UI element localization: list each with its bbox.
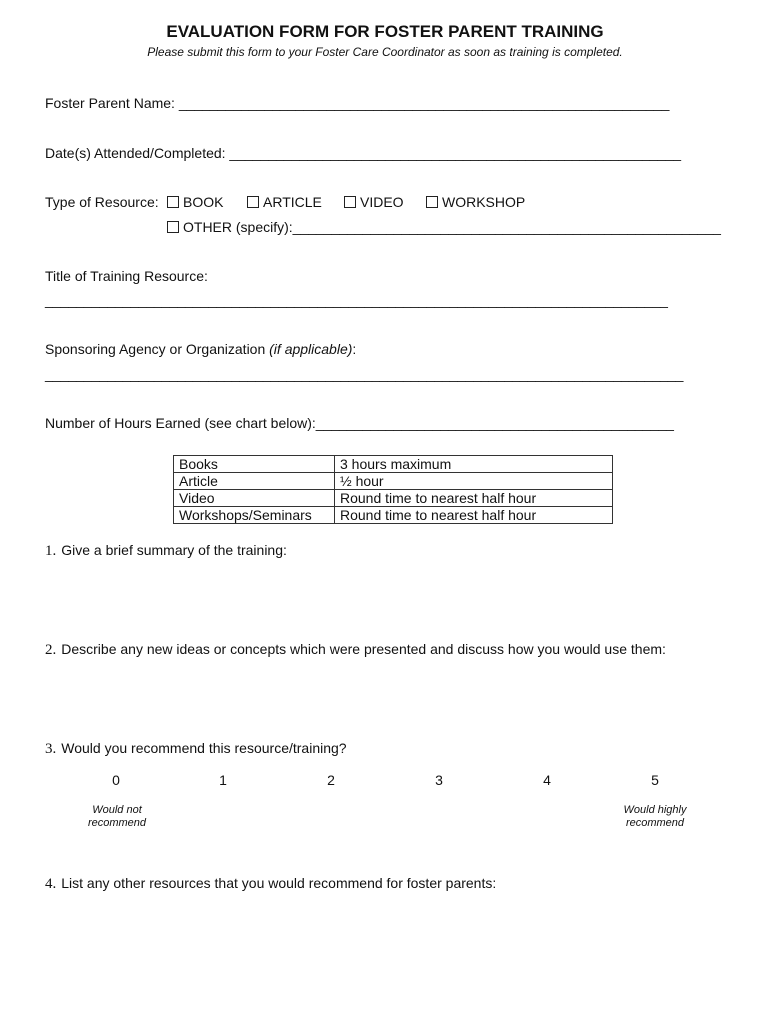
question-number: 2. (45, 642, 57, 658)
foster-parent-name-field[interactable]: Foster Parent Name: _______________________________________________________________ (45, 95, 670, 111)
rating-high-anchor (624, 804, 687, 830)
rating-option-2[interactable]: 2 (327, 772, 335, 788)
question-number: 1. (45, 543, 57, 559)
training-title-line[interactable]: ________________________________________________________________________________ (45, 292, 668, 308)
checkbox-box[interactable] (426, 196, 438, 208)
table-cell: Books (174, 456, 335, 473)
table-row (174, 490, 613, 507)
question-text: Give a brief summary of the training: (61, 542, 287, 558)
rating-low-anchor (88, 804, 146, 830)
checkbox-article[interactable] (247, 194, 322, 210)
sponsor-line[interactable]: __________________________________________________________________________________ (45, 366, 684, 382)
question-2 (45, 641, 666, 659)
hours-chart-table (173, 455, 613, 524)
checkbox-label: BOOK (183, 194, 224, 210)
form-subtitle: Please submit this form to your Foster Care Coordinator as soon as training is completed. (147, 45, 623, 59)
question-number: 3. (45, 741, 57, 757)
checkbox-box[interactable] (344, 196, 356, 208)
checkbox-label: OTHER (specify):_______________________________________________________ (183, 219, 721, 235)
sponsor-label-text: Sponsoring Agency or Organization (45, 341, 266, 357)
rating-low-line2: recommend (87, 817, 147, 829)
question-text: List any other resources that you would recommend for foster parents: (61, 875, 497, 891)
rating-option-3[interactable]: 3 (435, 772, 443, 788)
table-cell: Round time to nearest half hour (335, 490, 613, 507)
question-4 (45, 875, 496, 893)
question-text: Would you recommend this resource/training? (61, 740, 347, 756)
table-cell: Round time to nearest half hour (335, 507, 613, 524)
checkbox-label: ARTICLE (263, 194, 322, 210)
table-row (174, 473, 613, 490)
checkbox-label: VIDEO (360, 194, 404, 210)
question-number: 4. (45, 876, 57, 892)
rating-option-4[interactable]: 4 (543, 772, 551, 788)
table-row (174, 456, 613, 473)
training-title-label: Title of Training Resource: (45, 268, 208, 284)
rating-low-line1: Would not (92, 804, 142, 816)
checkbox-box[interactable] (167, 221, 179, 233)
checkbox-workshop[interactable] (426, 194, 525, 210)
table-cell: 3 hours maximum (335, 456, 613, 473)
question-3 (45, 740, 347, 758)
hours-earned-field[interactable]: Number of Hours Earned (see chart below):______________________________________________ (45, 415, 674, 431)
dates-attended-field[interactable]: Date(s) Attended/Completed: __________________________________________________________ (45, 145, 682, 161)
rating-option-0[interactable]: 0 (112, 772, 120, 788)
rating-option-1[interactable]: 1 (219, 772, 227, 788)
sponsor-label-colon: : (352, 341, 357, 357)
table-cell: ½ hour (335, 473, 613, 490)
type-of-resource-label: Type of Resource: (45, 194, 159, 210)
question-text: Describe any new ideas or concepts which were presented and discuss how you would use them: (61, 641, 666, 657)
sponsor-label-italic: (if applicable) (269, 341, 353, 357)
sponsor-label (45, 341, 356, 357)
rating-option-5[interactable]: 5 (651, 772, 659, 788)
checkbox-label: WORKSHOP (442, 194, 526, 210)
rating-high-line2: recommend (625, 817, 685, 829)
rating-high-line1: Would highly (623, 804, 687, 816)
checkbox-video[interactable] (344, 194, 404, 210)
table-cell: Article (174, 473, 335, 490)
table-cell: Workshops/Seminars (174, 507, 335, 524)
checkbox-box[interactable] (167, 196, 179, 208)
checkbox-book[interactable] (167, 194, 223, 210)
table-row (174, 507, 613, 524)
checkbox-box[interactable] (247, 196, 259, 208)
form-title: EVALUATION FORM FOR FOSTER PARENT TRAINING (166, 22, 604, 41)
table-cell: Video (174, 490, 335, 507)
checkbox-other[interactable] (167, 219, 721, 235)
question-1 (45, 542, 287, 560)
